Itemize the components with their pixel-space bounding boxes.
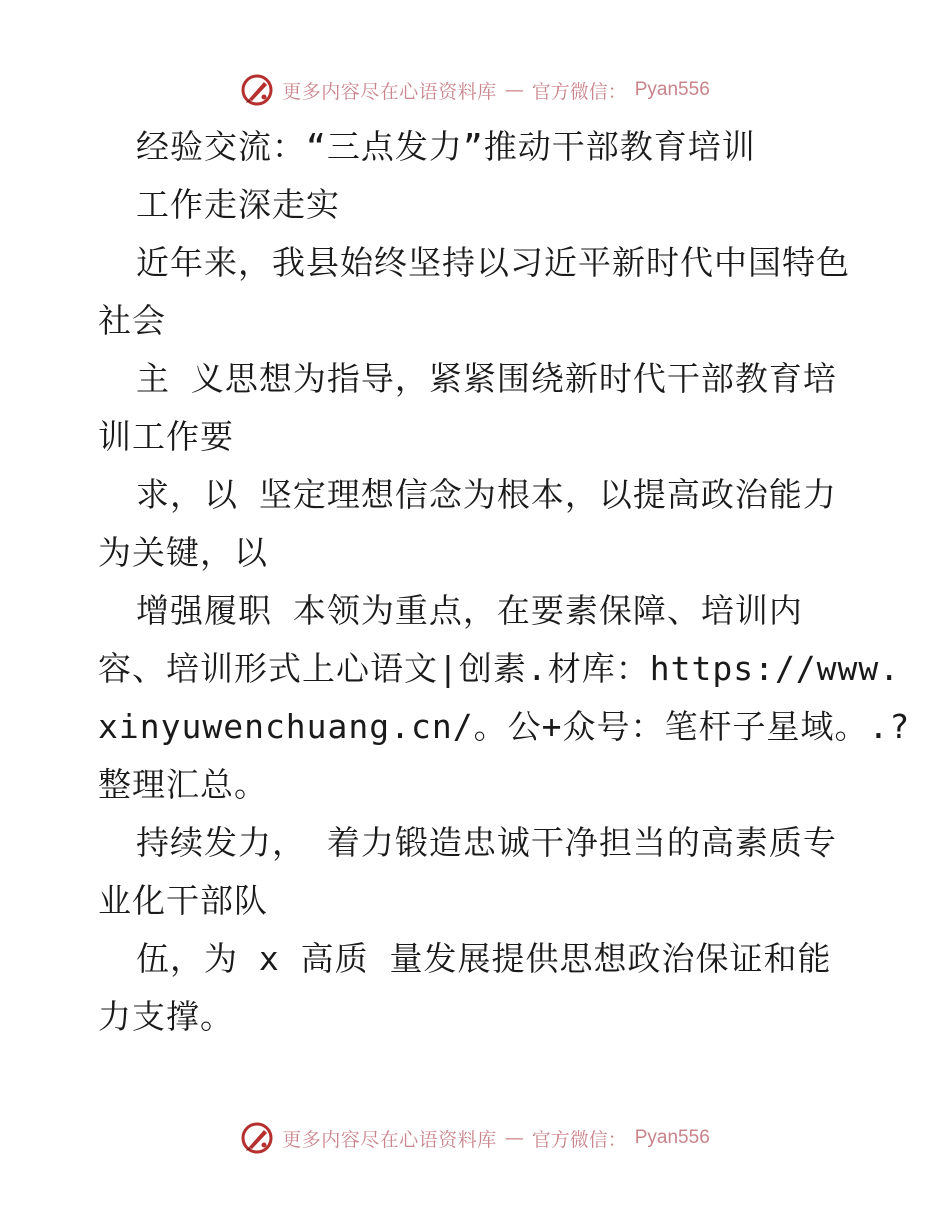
watermark-wechat-label: 官方微信： <box>531 1128 627 1151</box>
footer-watermark <box>0 1118 950 1158</box>
body-line: 持续发力， 着力锻造忠诚干净担当的高素质专 <box>136 823 837 862</box>
body-line: 容、培训形式上心语文|创素.材库：https://www. <box>98 649 901 688</box>
watermark-wechat-id: Pyan556 <box>634 79 710 100</box>
body-line: 为关键，以 <box>98 533 268 572</box>
document-body <box>98 118 911 1046</box>
watermark-main-text: 更多内容尽在心语资料库 <box>282 1128 497 1151</box>
header-watermark <box>0 70 950 110</box>
watermark-main-text: 更多内容尽在心语资料库 <box>282 80 497 103</box>
watermark-wechat-label: 官方微信： <box>531 80 627 103</box>
body-line: 业化干部队 <box>98 881 268 920</box>
quill-logo-icon <box>240 1121 274 1155</box>
watermark-wechat-id: Pyan556 <box>634 1127 710 1148</box>
body-line: 伍，为 x 高质 量发展提供思想政治保证和能 <box>136 939 832 978</box>
watermark-dash: — <box>504 79 524 101</box>
body-line: 增强履职 本领为重点，在要素保障、培训内 <box>136 591 803 630</box>
body-line: 近年来，我县始终坚持以习近平新时代中国特色 <box>136 243 850 282</box>
body-line: 求，以 坚定理想信念为根本，以提高政治能力 <box>136 475 837 514</box>
body-line: 整理汇总。 <box>98 765 268 804</box>
document-title-line-1: 经验交流：“三点发力”推动干部教育培训 <box>136 127 756 166</box>
document-title-line-2: 工作走深走实 <box>136 185 340 224</box>
quill-logo-icon <box>240 73 274 107</box>
body-line: xinyuwenchuang.cn/。公+众号：笔杆子星域。.? <box>98 707 911 746</box>
body-line: 力支撑。 <box>98 997 234 1036</box>
body-line: 社会 <box>98 301 166 340</box>
body-line: 主 义思想为指导，紧紧围绕新时代干部教育培 <box>136 359 837 398</box>
body-line: 训工作要 <box>98 417 234 456</box>
watermark-dash: — <box>504 1127 524 1149</box>
